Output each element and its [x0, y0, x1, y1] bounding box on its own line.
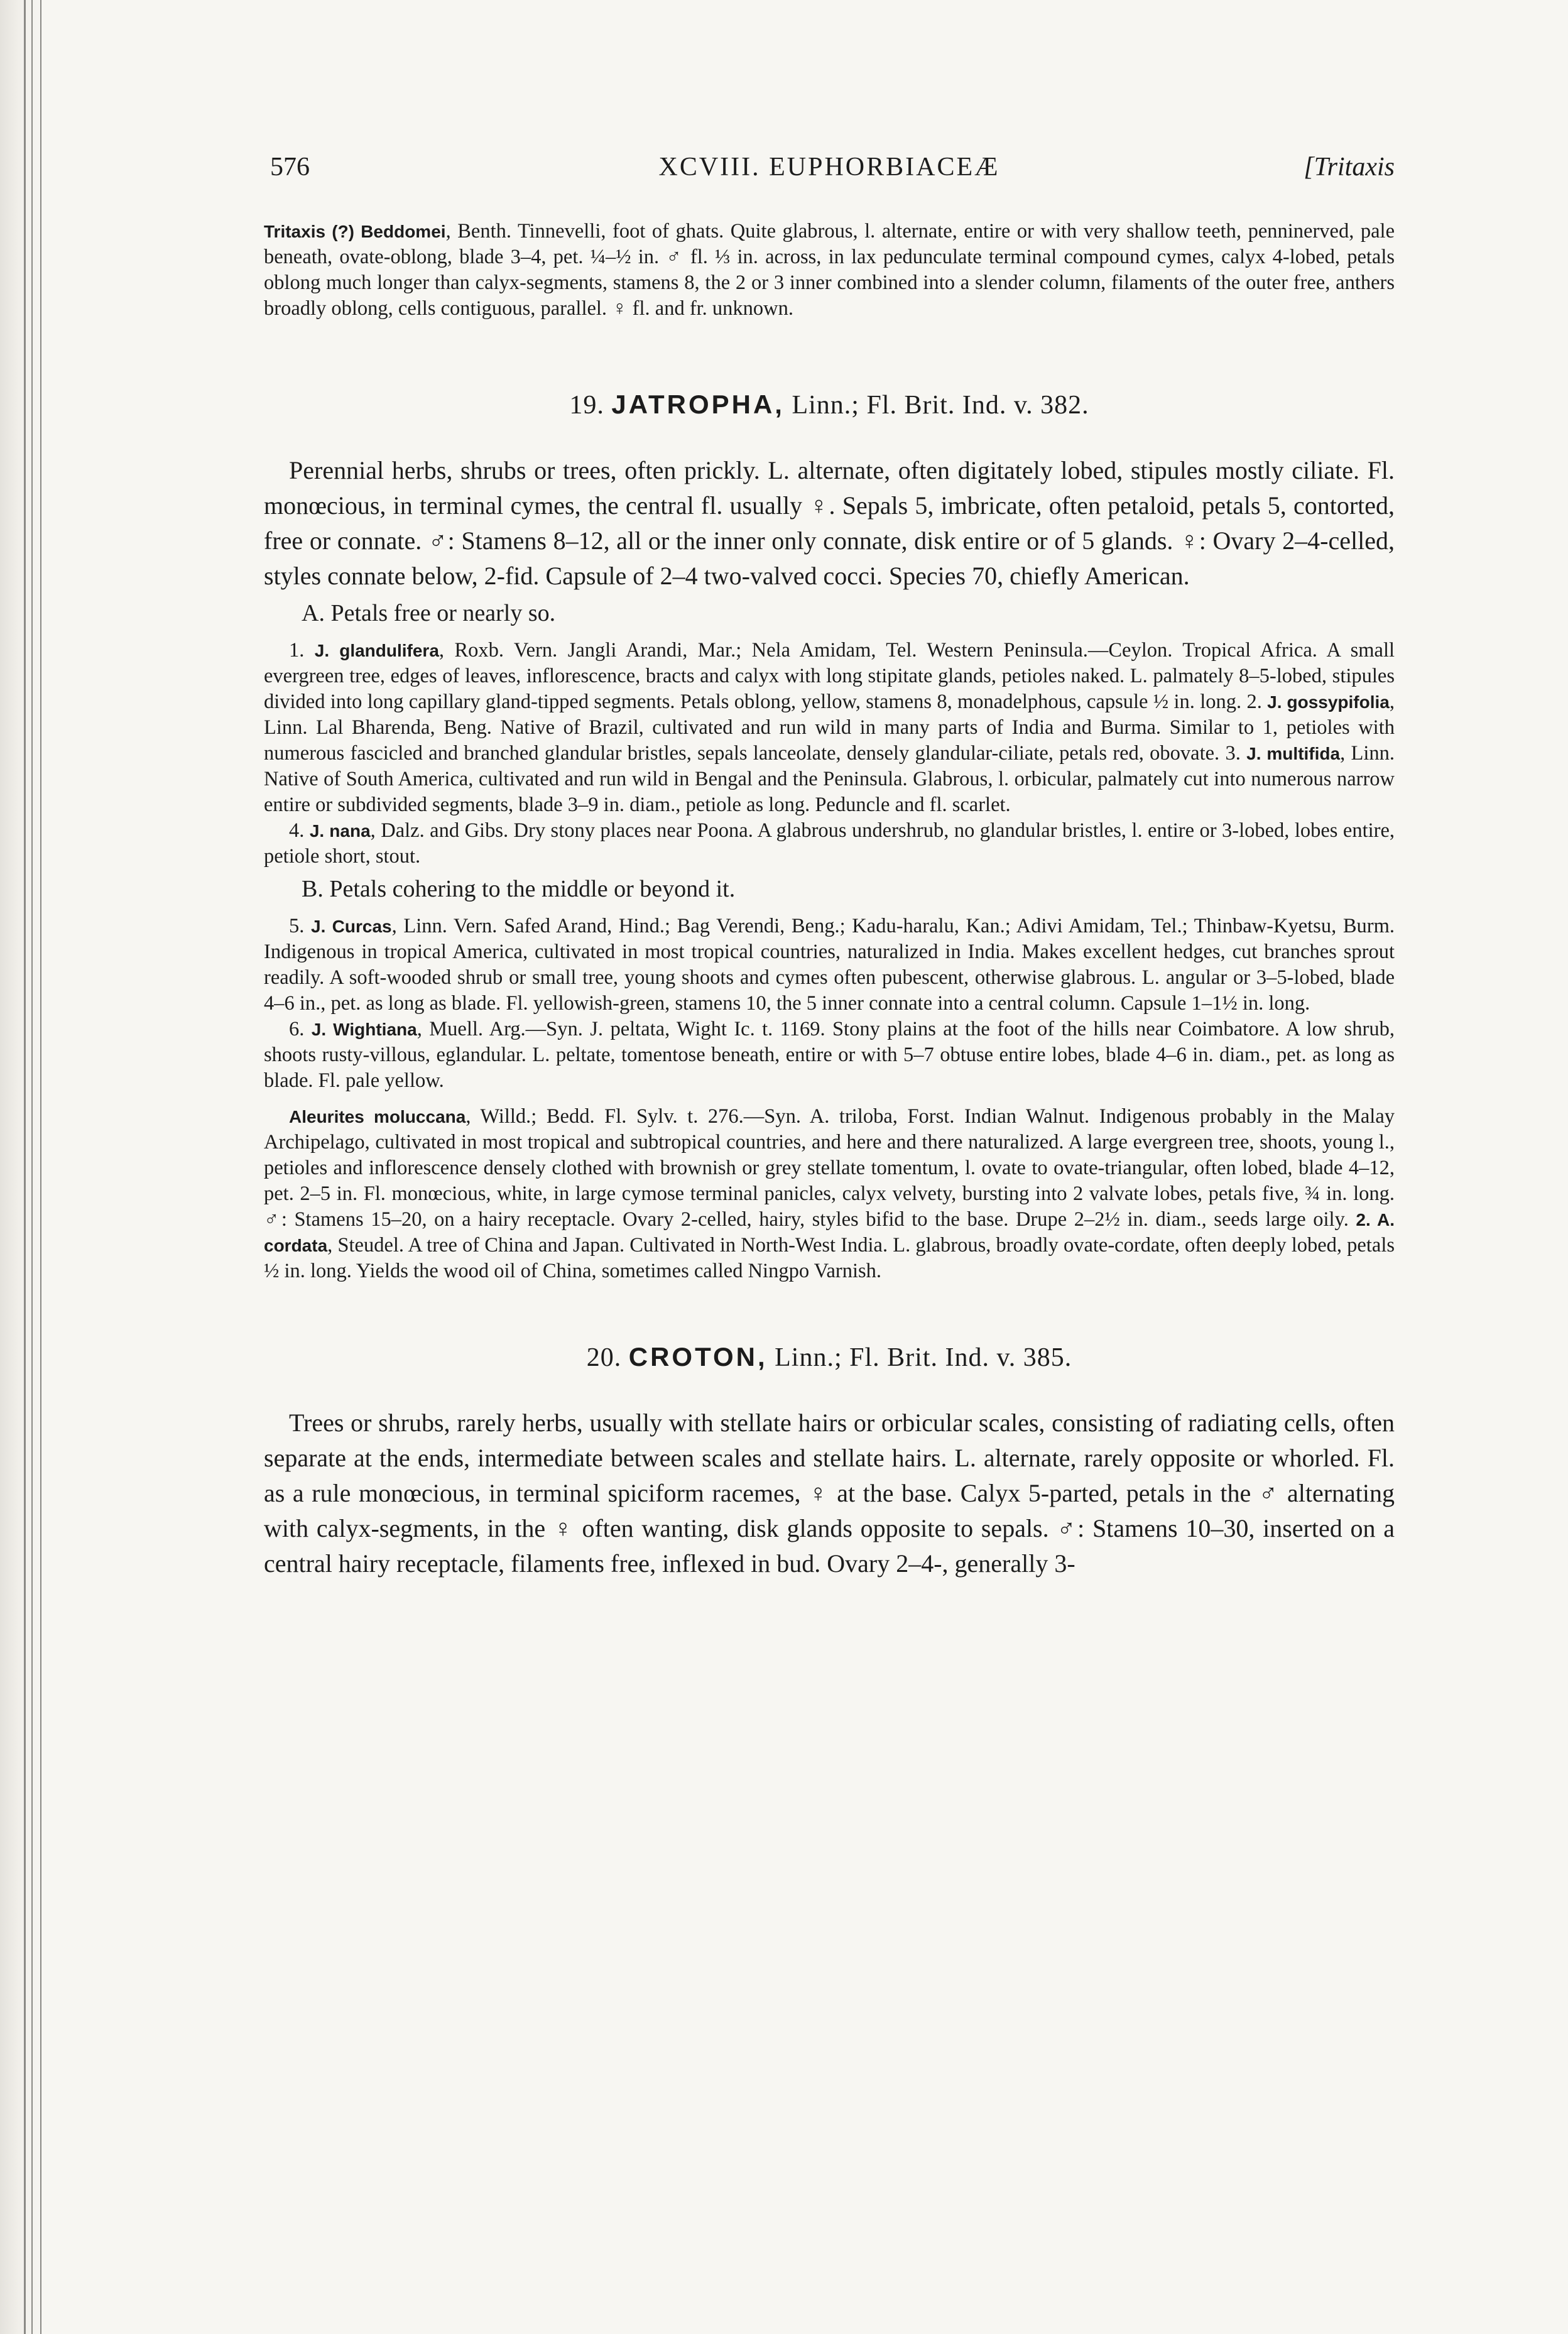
genus-number: 19. [569, 391, 604, 420]
species-text: , Linn. Native of South America, cultivated and run wild in Bengal and the Peninsula. Glabrous, l. orbicular, palmately cut into numerous narrow entire or subdivided segments, blade 3–9 in. diam., petiole as long. Peduncle and fl. scarlet. [264, 742, 1395, 816]
species-text: , Roxb. Vern. Jangli Arandi, Mar.; Nela Amidam, Tel. Western Peninsula.—Ceylon. Tropical Africa. A small evergreen tree, edges of leaves, inflorescence, bracts and calyx with long stipitate glands, petioles naked. L. palmately 8–5-lobed, stipules divided into long capillary gland-tipped segments. Petals oblong, yellow, stamens 8, monadelphous, capsule ½ in. long. [264, 639, 1395, 713]
species-text: , Steudel. A tree of China and Japan. Cultivated in North-West India. L. glabrous, broadly ovate-cordate, often deeply lobed, petals ½ in. long. Yields the wood oil of China, sometimes called Ningpo Varnish. [264, 1234, 1395, 1282]
binding-line [24, 0, 26, 2334]
binding-line [40, 0, 41, 2334]
genus-citation: Linn.; Fl. Brit. Ind. v. 382. [792, 391, 1089, 420]
page-gutter [0, 0, 44, 2334]
genus-heading-croton [264, 1342, 1395, 1373]
species-text: , Benth. Tinnevelli, foot of ghats. Quite glabrous, l. alternate, entire or with very shallow teeth, penninerved, pale beneath, ovate-oblong, blade 3–4, pet. ¼–½ in. ♂ fl. ⅓ in. across, in lax pedunculate terminal compound cymes, calyx 4-lobed, petals oblong much longer than calyx-segments, stamens 8, the 2 or 3 inner combined into a slender column, filaments of the outer free, anthers broadly oblong, cells contiguous, parallel. ♀ fl. and fr. unknown. [264, 220, 1395, 320]
species-name: J. gossypifolia [1267, 692, 1390, 712]
species-text: , Linn. Lal Bharenda, Beng. Native of Brazil, cultivated and run wild in many parts of India and Burma. Similar to 1, petioles with numerous fascicled and branched glandular bristles, sepals lanceolate, densely glandular-ciliate, petals red, obovate. [264, 690, 1395, 765]
genus-number: 20. [586, 1343, 622, 1372]
species-name: 2. A. cordata [264, 1210, 1395, 1255]
binding-line [31, 0, 33, 2334]
tritaxis-entry [264, 219, 1395, 322]
genus-heading-jatropha [264, 390, 1395, 420]
species-entry: 4. J. nana, Dalz. and Gibs. Dry stony places near Poona. A glabrous undershrub, no glandular bristles, l. entire or 3-lobed, lobes entire, petiole short, stout. [264, 819, 1395, 868]
species-entry: 6. J. Wightiana, Muell. Arg.—Syn. J. peltata, Wight Ic. t. 1169. Stony plains at the foot of the hills near Coimbatore. A low shrub, shoots rusty-villous, eglandular. L. peltate, tomentose beneath, entire or with 5–7 obtuse entire lobes, blade 4–6 in. diam., pet. as long as blade. Fl. pale yellow. [264, 1018, 1395, 1092]
species-name: J. Curcas [311, 917, 392, 936]
species-text: , Muell. Arg.—Syn. J. peltata, Wight Ic. t. 1169. Stony plains at the foot of the hills near Coimbatore. A low shrub, shoots rusty-villous, eglandular. L. peltate, tomentose beneath, entire or with 5–7 obtuse entire lobes, blade 4–6 in. diam., pet. as long as blade. Fl. pale yellow. [264, 1018, 1395, 1092]
genus-citation: Linn.; Fl. Brit. Ind. v. 385. [775, 1343, 1072, 1372]
genus-name: CROTON, [628, 1342, 768, 1371]
species-name: J. multifida [1246, 744, 1341, 763]
genus-name: JATROPHA, [611, 390, 785, 419]
species-entry: 5. J. Curcas, Linn. Vern. Safed Arand, Hind.; Bag Verendi, Beng.; Kadu-haralu, Kan.; Adivi Amidam, Tel.; Thinbaw-Kyetsu, Burm. Indigenous in tropical America, cultivated in most tropical countries, naturalized in India. Makes excellent hedges, cut branches sprout readily. A soft-wooded shrub or small tree, young shoots and cymes often pubescent, otherwise glabrous. L. angular or 3–5-lobed, blade 4–6 in., pet. as long as blade. Fl. yellowish-green, stamens 10, the 5 inner connate into a central column. Capsule 1–1½ in. long. [264, 915, 1395, 1015]
species-text: , Willd.; Bedd. Fl. Sylv. t. 276.—Syn. A. triloba, Forst. Indian Walnut. Indigenous probably in the Malay Archipelago, cultivated in most tropical and subtropical countries, and here and there naturalized. A large evergreen tree, shoots, young l., petioles and inflorescence densely clothed with brownish or grey stellate tomentum, l. ovate to ovate-triangular, often lobed, blade 4–12, pet. 2–5 in. Fl. monœcious, white, in large cymose terminal panicles, calyx velvety, bursting into 2 valvate lobes, petals five, ¾ in. long. ♂: Stamens 15–20, on a hairy receptacle. Ovary 2-celled, hairy, styles bifid to the base. Drupe 2–2½ in. diam., seeds large oily. [264, 1105, 1395, 1231]
aleurites-entry [264, 1104, 1395, 1284]
species-group-a: 1. J. glandulifera, Roxb. Vern. Jangli Arandi, Mar.; Nela Amidam, Tel. Western Peninsula.—Ceylon. Tropical Africa. A small evergreen tree, edges of leaves, inflorescence, bracts and calyx with long stipitate glands, petioles naked. L. palmately 8–5-lobed, stipules divided into long capillary gland-tipped segments. Petals oblong, yellow, stamens 8, monadelphous, capsule ½ in. long. 2. J. gossypifolia, Linn. Lal Bharenda, Beng. Native of Brazil, cultivated and run wild in many parts of India and Burma. Similar to 1, petioles with numerous fascicled and branched glandular bristles, sepals lanceolate, densely glandular-ciliate, petals red, obovate. 3. J. multifida, Linn. Native of South America, cultivated and run wild in Bengal and the Peninsula. Glabrous, l. orbicular, palmately cut into numerous narrow entire or subdivided segments, blade 3–9 in. diam., petiole as long. Peduncle and fl. scarlet. [264, 639, 1395, 816]
species-text: , Dalz. and Gibs. Dry stony places near Poona. A glabrous undershrub, no glandular bristles, l. entire or 3-lobed, lobes entire, petiole short, stout. [264, 819, 1395, 868]
running-genus: [Tritaxis [1304, 153, 1395, 182]
genus-description: Perennial herbs, shrubs or trees, often prickly. L. alternate, often digitately lobed, stipules mostly ciliate. Fl. monœcious, in terminal cymes, the central fl. usually ♀. Sepals 5, imbricate, often petaloid, petals 5, contorted, free or connate. ♂: Stamens 8–12, all or the inner only connate, disk entire or of 5 glands. ♀: Ovary 2–4-celled, styles connate below, 2-fid. Capsule of 2–4 two-valved cocci. Species 70, chiefly American. [264, 456, 1395, 590]
species-name: Tritaxis (?) Beddomei [264, 222, 446, 241]
section-heading: B. Petals cohering to the middle or beyond it. [302, 876, 736, 902]
species-name: J. nana [309, 821, 371, 841]
species-name: J. glandulifera [314, 641, 439, 660]
species-name: J. Wightiana [311, 1020, 417, 1039]
species-name: Aleurites moluccana [289, 1107, 466, 1126]
page-number: 576 [270, 153, 310, 182]
running-header [264, 145, 1395, 188]
genus-description: Trees or shrubs, rarely herbs, usually with stellate hairs or orbicular scales, consisting of radiating cells, often separate at the ends, intermediate between scales and stellate hairs. L. alternate, rarely opposite or whorled. Fl. as a rule monœcious, in terminal spiciform racemes, ♀ at the base. Calyx 5-parted, petals in the ♂ alternating with calyx-segments, in the ♀ often wanting, disk glands opposite to sepals. ♂: Stamens 10–30, inserted on a central hairy receptacle, filaments free, inflexed in bud. Ovary 2–4-, generally 3- [264, 1409, 1395, 1578]
section-heading: A. Petals free or nearly so. [302, 600, 556, 626]
page-content [264, 145, 1395, 1581]
species-text: , Linn. Vern. Safed Arand, Hind.; Bag Verendi, Beng.; Kadu-haralu, Kan.; Adivi Amidam, Tel.; Thinbaw-Kyetsu, Burm. Indigenous in tropical America, cultivated in most tropical countries, naturalized in India. Makes excellent hedges, cut branches sprout readily. A soft-wooded shrub or small tree, young shoots and cymes often pubescent, otherwise glabrous. L. angular or 3–5-lobed, blade 4–6 in., pet. as long as blade. Fl. yellowish-green, stamens 10, the 5 inner connate into a central column. Capsule 1–1½ in. long. [264, 915, 1395, 1015]
family-title: XCVIII. EUPHORBIACEÆ [658, 153, 1000, 182]
